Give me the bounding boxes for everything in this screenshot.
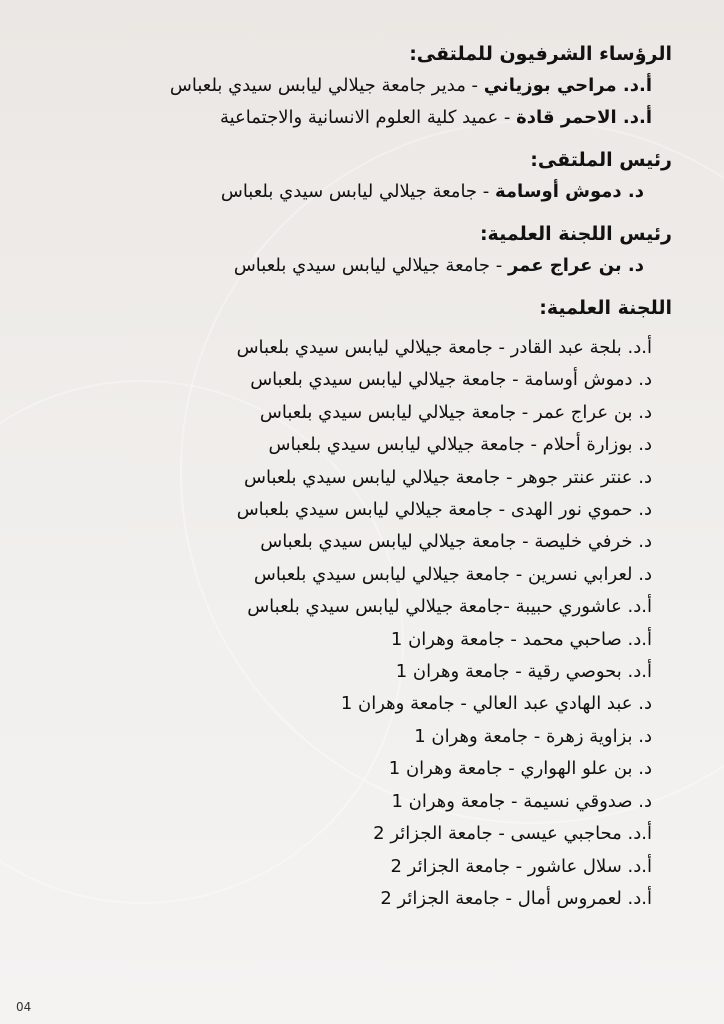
scientific-committee-list (72, 332, 672, 915)
committee-member: أ.د. صاحبي محمد - جامعة وهران 1 (390, 628, 652, 650)
scientific-chair-heading: رئيس اللجنة العلمية: (479, 223, 672, 245)
honorary-chair-entry (72, 102, 672, 134)
committee-member: أ.د. سلال عاشور - جامعة الجزائر 2 (390, 855, 652, 877)
committee-member: د. بن علو الهواري - جامعة وهران 1 (388, 758, 652, 780)
committee-member: أ.د. محاجبي عيسى - جامعة الجزائر 2 (373, 823, 652, 845)
scientific-committee-heading: اللجنة العلمية: (539, 297, 672, 319)
committee-member: د. لعرابي نسرين - جامعة جيلالي ليابس سيدي بلعباس (253, 563, 652, 585)
honorary-chair-entry (72, 70, 672, 102)
scientific-committee-section (72, 292, 672, 915)
committee-member: د. بوزارة أحلام - جامعة جيلالي ليابس سيدي بلعباس (268, 434, 652, 456)
committee-member: د. حموي نور الهدى - جامعة جيلالي ليابس سيدي بلعباس (236, 499, 652, 521)
committee-member: د. بن عراج عمر - جامعة جيلالي ليابس سيدي بلعباس (259, 401, 652, 423)
committee-member: د. خرفي خليصة - جامعة جيلالي ليابس سيدي بلعباس (260, 531, 652, 553)
committee-member: د. دموش أوسامة - جامعة جيلالي ليابس سيدي بلعباس (250, 369, 652, 391)
committee-member: د. صدوقي نسيمة - جامعة وهران 1 (391, 790, 652, 812)
committee-member: أ.د. بلجة عبد القادر - جامعة جيلالي ليابس سيدي بلعباس (236, 337, 652, 358)
conference-chair-name: د. دموش أوسامة (495, 181, 644, 202)
page-number: 04 (16, 1000, 32, 1014)
honorary-chair-role: - مدير جامعة جيلالي ليابس سيدي بلعباس (169, 75, 484, 96)
honorary-chair-role: - عميد كلية العلوم الانسانية والاجتماعية (219, 107, 517, 128)
committee-member: أ.د. لعمروس أمال - جامعة الجزائر 2 (380, 887, 652, 909)
scientific-chair-entry (72, 250, 672, 282)
committee-member: د. عنتر عنتر جوهر - جامعة جيلالي ليابس سيدي بلعباس (244, 466, 652, 488)
conference-chair-heading: رئيس الملتقى: (530, 149, 672, 171)
honorary-chairs-heading: الرؤساء الشرفيون للملتقى: (409, 43, 672, 65)
scientific-chair-role: - جامعة جيلالي ليابس سيدي بلعباس (233, 255, 508, 276)
committee-member: د. بزاوية زهرة - جامعة وهران 1 (414, 725, 652, 747)
conference-chair-role: - جامعة جيلالي ليابس سيدي بلعباس (220, 181, 495, 202)
conference-chair-section (72, 144, 672, 208)
committee-content (72, 38, 672, 915)
honorary-chair-name: أ.د. الاحمر قادة (516, 107, 652, 128)
scientific-chair-name: د. بن عراج عمر (507, 255, 644, 276)
honorary-chair-name: أ.د. مراحي بوزياني (483, 75, 652, 96)
scientific-chair-section (72, 218, 672, 282)
honorary-chairs-section (72, 38, 672, 134)
committee-member: أ.د. بحوصي رقية - جامعة وهران 1 (395, 661, 652, 683)
committee-member: د. عبد الهادي عبد العالي - جامعة وهران 1 (340, 693, 652, 715)
committee-member: أ.د. عاشوري حبيبة -جامعة جيلالي ليابس سيدي بلعباس (247, 596, 652, 618)
conference-chair-entry (72, 176, 672, 208)
